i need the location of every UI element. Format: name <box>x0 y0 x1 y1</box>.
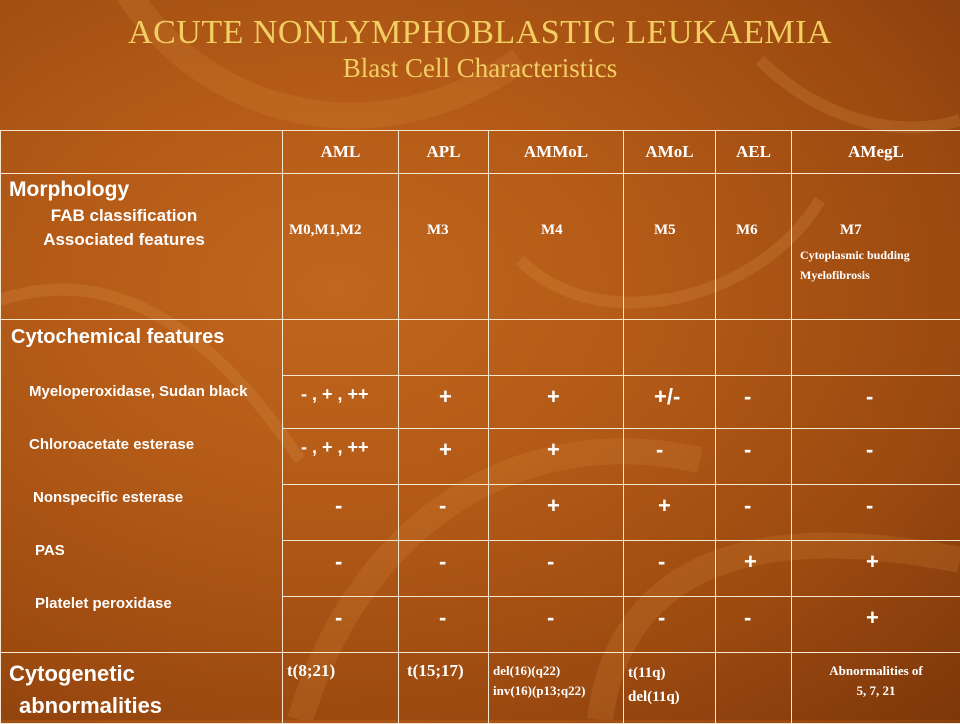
m7-feature-budding: Cytoplasmic budding <box>800 245 960 265</box>
cyto-value-apl: - <box>399 485 489 541</box>
cyto-value-aml: - <box>283 597 399 653</box>
fab-code-aml: M0,M1,M2 <box>283 174 399 320</box>
header-row <box>1 131 960 174</box>
cyto-label-nonspecific: Nonspecific esterase <box>11 489 272 506</box>
cytogenetic-ammol-cell <box>489 653 624 724</box>
leukaemia-table <box>0 130 960 724</box>
cyto-value-amegl: + <box>792 541 960 597</box>
cyto-label-pas: PAS <box>11 542 272 559</box>
empty-cell <box>624 320 716 376</box>
fab-code-ammol: M4 <box>489 174 624 320</box>
cyto-value-ael: - <box>716 429 792 485</box>
morphology-row <box>1 174 960 320</box>
cyto-value-ael: - <box>716 597 792 653</box>
cytogenetic-heading: Cytogenetic <box>9 661 274 687</box>
col-header-ael: AEL <box>716 131 792 174</box>
col-header-apl: APL <box>399 131 489 174</box>
col-header-aml: AML <box>283 131 399 174</box>
cyto-value-aml: - , + , ++ <box>283 376 399 429</box>
cyto-value-amol: - <box>624 541 716 597</box>
empty-cell <box>283 320 399 376</box>
cytogenetic-ael <box>716 653 792 724</box>
fab-classification-label: FAB classification <box>9 206 239 226</box>
cytogenetic-amegl-line2: 5, 7, 21 <box>796 681 956 701</box>
empty-cell <box>716 320 792 376</box>
cyto-value-ael: - <box>716 485 792 541</box>
cytogenetic-ammol-inv: inv(16)(p13;q22) <box>493 681 619 701</box>
cytogenetic-row <box>1 653 960 724</box>
cyto-value-ael: + <box>716 541 792 597</box>
associated-features-label: Associated features <box>9 230 239 250</box>
cytogenetic-aml: t(8;21) <box>283 653 399 724</box>
cytogenetic-amol-t: t(11q) <box>628 661 711 685</box>
cyto-value-amegl: - <box>792 485 960 541</box>
cyto-value-aml: - , + , ++ <box>283 429 399 485</box>
cytogenetic-amol-del: del(11q) <box>628 685 711 709</box>
col-header-ammol: AMMoL <box>489 131 624 174</box>
cyto-value-ammol: + <box>489 429 624 485</box>
cyto-value-amol: - <box>624 429 716 485</box>
fab-code-amegl: M7 <box>800 222 960 239</box>
cyto-label-chloroacetate: Chloroacetate esterase <box>11 436 272 453</box>
cyto-value-ael: - <box>716 376 792 429</box>
col-header-amegl: AMegL <box>792 131 960 174</box>
fab-code-apl: M3 <box>399 174 489 320</box>
cytogenetic-ammol-del: del(16)(q22) <box>493 661 619 681</box>
cytochemical-label-cell <box>1 320 283 653</box>
cyto-value-ammol: + <box>489 485 624 541</box>
page-title: ACUTE NONLYMPHOBLASTIC LEUKAEMIA <box>0 14 960 52</box>
cytogenetic-amegl-cell <box>792 653 960 724</box>
fab-code-ael: M6 <box>716 174 792 320</box>
cyto-value-amol: - <box>624 597 716 653</box>
cyto-value-ammol: + <box>489 376 624 429</box>
cyto-value-amol: +/- <box>624 376 716 429</box>
empty-cell <box>489 320 624 376</box>
cytochemical-heading: Cytochemical features <box>11 326 272 349</box>
cyto-value-amegl: - <box>792 429 960 485</box>
m7-feature-myelofibrosis: Myelofibrosis <box>800 265 960 285</box>
cytogenetic-apl: t(15;17) <box>399 653 489 724</box>
cyto-value-apl: + <box>399 429 489 485</box>
morphology-label-cell <box>1 174 283 320</box>
page-subtitle: Blast Cell Characteristics <box>0 52 960 84</box>
title-block <box>0 14 960 84</box>
cyto-value-amegl: - <box>792 376 960 429</box>
cyto-value-aml: - <box>283 485 399 541</box>
cytogenetic-amegl-line1: Abnormalities of <box>796 661 956 681</box>
cyto-value-amegl: + <box>792 597 960 653</box>
cyto-value-apl: - <box>399 541 489 597</box>
empty-cell <box>399 320 489 376</box>
cyto-value-apl: - <box>399 597 489 653</box>
fab-code-amol: M5 <box>624 174 716 320</box>
cyto-value-ammol: - <box>489 541 624 597</box>
cyto-value-aml: - <box>283 541 399 597</box>
col-header-amol: AMoL <box>624 131 716 174</box>
cyto-value-amol: + <box>624 485 716 541</box>
cyto-value-ammol: - <box>489 597 624 653</box>
cytogenetic-amol-cell <box>624 653 716 724</box>
fab-code-amegl-cell <box>792 174 960 320</box>
cyto-label-myeloperoxidase: Myeloperoxidase, Sudan black <box>11 383 272 400</box>
cytogenetic-heading-line2: abnormalities <box>9 693 274 719</box>
cytochemical-heading-row <box>1 320 960 376</box>
empty-cell <box>792 320 960 376</box>
morphology-heading: Morphology <box>9 178 274 202</box>
header-blank-cell <box>1 131 283 174</box>
cyto-label-platelet: Platelet peroxidase <box>11 595 272 612</box>
cyto-value-apl: + <box>399 376 489 429</box>
cytogenetic-label-cell <box>1 653 283 724</box>
